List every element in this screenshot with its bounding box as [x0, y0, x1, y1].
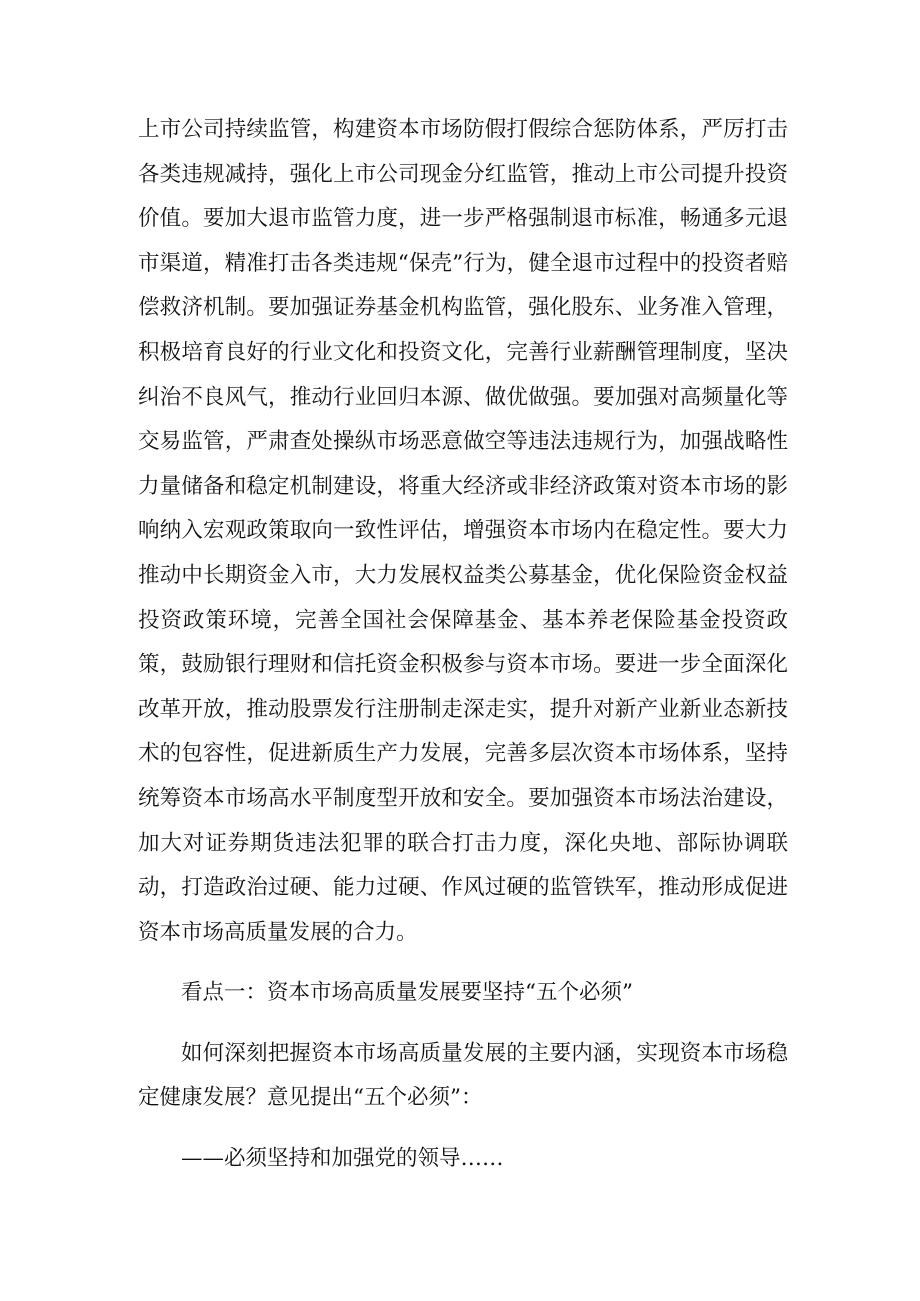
document-body — [138, 108, 788, 1182]
section-heading-point-one: 看点一：资本市场高质量发展要坚持“五个必须” — [181, 980, 633, 1006]
list-item-first-must: ——必须坚持和加强党的领导…… — [181, 1146, 504, 1172]
paragraph-question: 如何深刻把握资本市场高质量发展的主要内涵，实现资本市场稳定健康发展？意见提出“五个必须”： — [138, 1040, 788, 1111]
paragraph-continued: 上市公司持续监管，构建资本市场防假打假综合惩防体系，严厉打击各类违规减持，强化上市公司现金分红监管，推动上市公司提升投资价值。要加大退市监管力度，进一步严格强制退市标准，畅通多元退市渠道，精准打击各类违规“保壳”行为，健全退市过程中的投资者赔偿救济机制。要加强证券基金机构监管，强化股东、业务准入管理，积极培育良好的行业文化和投资文化，完善行业薪酬管理制度，坚决纠治不良风气，推动行业回归本源、做优做强。要加强对高频量化等交易监管，严肃查处操纵市场恶意做空等违法违规行为，加强战略性力量储备和稳定机制建设，将重大经济或非经济政策对资本市场的影响纳入宏观政策取向一致性评估，增强资本市场内在稳定性。要大力推动中长期资金入市，大力发展权益类公募基金，优化保险资金权益投资政策环境，完善全国社会保障基金、基本养老保险基金投资政策，鼓励银行理财和信托资金积极参与资本市场。要进一步全面深化改革开放，推动股票发行注册制走深走实，提升对新产业新业态新技术的包容性，促进新质生产力发展，完善多层次资本市场体系，坚持统筹资本市场高水平制度型开放和安全。要加强资本市场法治建设，加大对证券期货违法犯罪的联合打击力度，深化央地、部际协调联动，打造政治过硬、能力过硬、作风过硬的监管铁军，推动形成促进资本市场高质量发展的合力。 — [138, 117, 788, 945]
